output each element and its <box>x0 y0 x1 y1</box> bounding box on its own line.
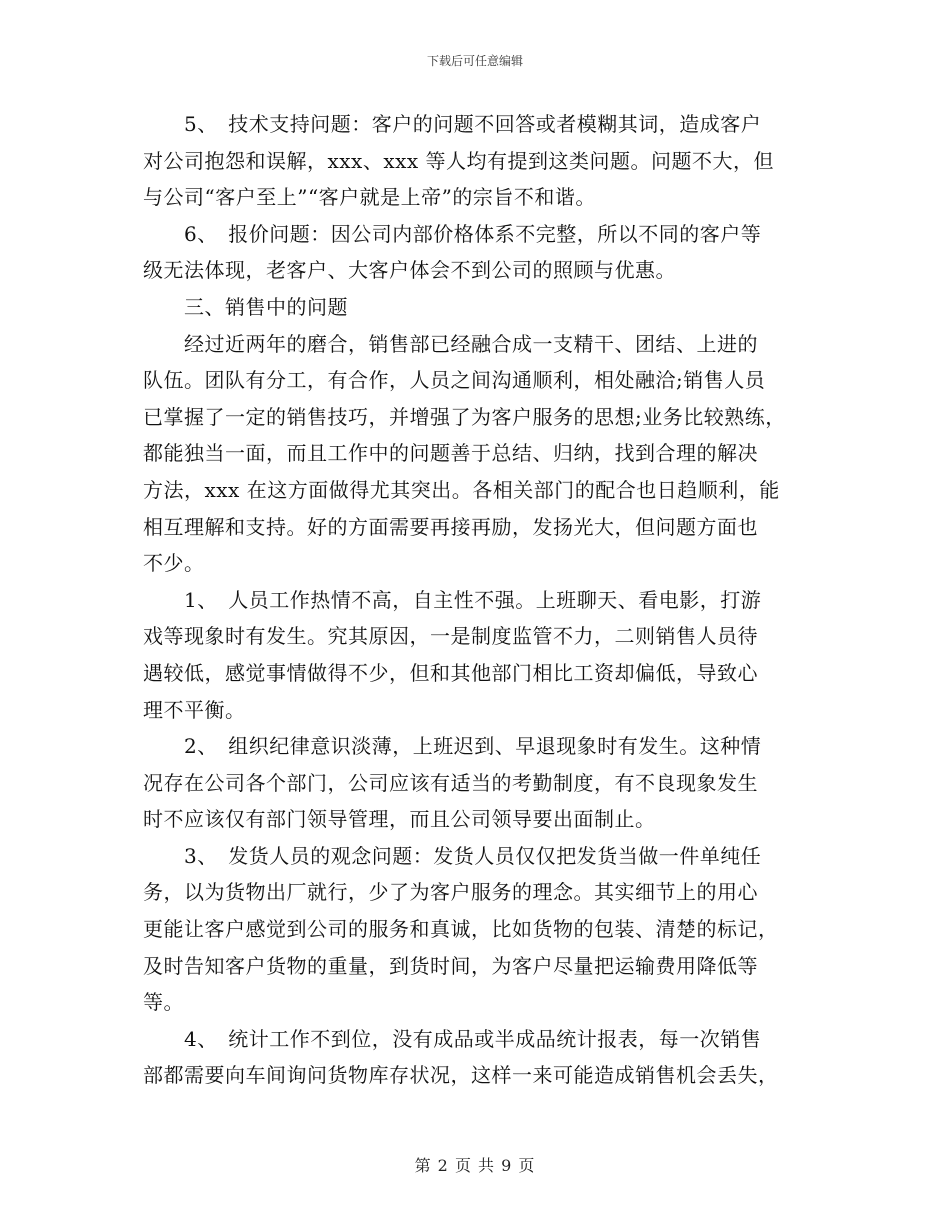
text-line: 队伍。团队有分工，有合作，人员之间沟通顺利，相处融洽;销售人员 <box>143 368 766 393</box>
text-line: 已掌握了一定的销售技巧，并增强了为客户服务的思想;业务比较熟练， <box>143 404 786 429</box>
section-heading: 三、销售中的问题 <box>143 294 348 319</box>
text-line: 2、 组织纪律意识淡薄，上班迟到、早退现象时有发生。这种情 <box>143 734 762 759</box>
text-line: 理不平衡。 <box>143 697 246 722</box>
text-line: 更能让客户感觉到公司的服务和真诚，比如货物的包装、清楚的标记， <box>143 917 779 942</box>
text-line: 5、 技术支持问题：客户的问题不回答或者模糊其词，造成客户 <box>143 112 762 136</box>
page-header-note: 下载后可任意编辑 <box>426 54 523 68</box>
text-line: 级无法体现，老客户、大客户体会不到公司的照顾与优惠。 <box>143 258 676 283</box>
text-line: 方法，xxx 在这方面做得尤其突出。各相关部门的配合也日趋顺利，能 <box>143 477 780 502</box>
text-line: 经过近两年的磨合，销售部已经融合成一支精干、团结、上进的 <box>143 331 758 356</box>
text-line: 4、 统计工作不到位，没有成品或半成品统计报表，每一次销售 <box>143 1026 762 1051</box>
text-line: 务，以为货物出厂就行，少了为客户服务的理念。其实细节上的用心 <box>143 880 758 905</box>
text-line: 6、 报价问题：因公司内部价格体系不完整，所以不同的客户等 <box>143 221 762 246</box>
page-number: 第 2 页 共 9 页 <box>414 1156 536 1175</box>
text-line: 戏等现象时有发生。究其原因，一是制度监管不力，二则销售人员待 <box>143 624 758 649</box>
document-body <box>143 106 813 1094</box>
text-line: 相互理解和支持。好的方面需要再接再励，发扬光大，但问题方面也 <box>143 514 758 539</box>
text-line: 遇较低，感觉事情做得不少，但和其他部门相比工资却偏低，导致心 <box>143 660 758 685</box>
text-line: 都能独当一面，而且工作中的问题善于总结、归纳，找到合理的解决 <box>143 441 758 466</box>
text-line: 及时告知客户货物的重量，到货时间，为客户尽量把运输费用降低等 <box>143 953 758 978</box>
text-line: 与公司“客户至上”“客户就是上帝”的宗旨不和谐。 <box>143 185 596 210</box>
text-line: 时不应该仅有部门领导管理，而且公司领导要出面制止。 <box>143 807 656 832</box>
text-line: 况存在公司各个部门，公司应该有适当的考勤制度，有不良现象发生 <box>143 770 758 795</box>
text-line: 1、 人员工作热情不高，自主性不强。上班聊天、看电影，打游 <box>143 587 762 612</box>
text-line: 对公司抱怨和误解，xxx、xxx 等人均有提到这类问题。问题不大，但 <box>143 148 775 173</box>
text-line: 3、 发货人员的观念问题：发货人员仅仅把发货当做一件单纯任 <box>143 843 762 868</box>
text-line: 部都需要向车间询问货物库存状况，这样一来可能造成销售机会丢失， <box>143 1063 779 1088</box>
text-line: 等。 <box>143 990 184 1015</box>
text-line: 不少。 <box>143 551 205 576</box>
